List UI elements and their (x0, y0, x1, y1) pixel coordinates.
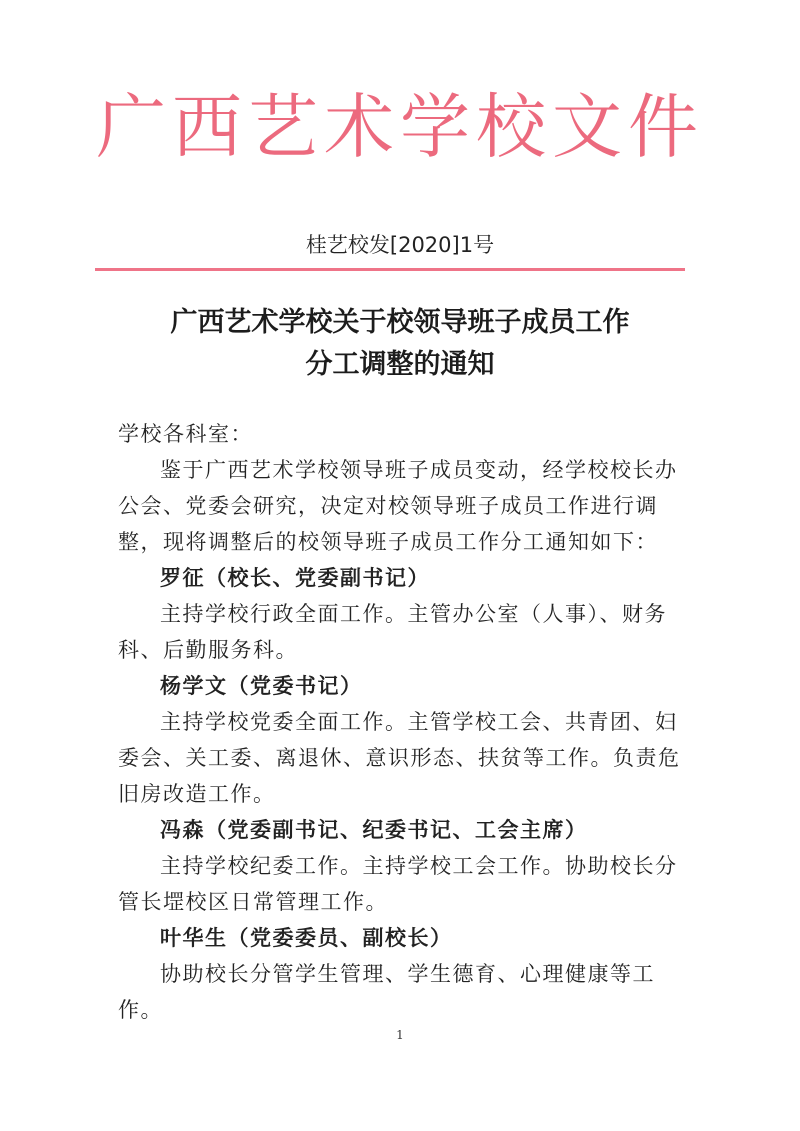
document-number: 桂艺校发[2020]1号 (305, 233, 495, 257)
member-name: 冯森（党委副书记、纪委书记、工会主席） (160, 818, 588, 842)
member-duties: 协助校长分管学生管理、学生德育、心理健康等工作。 (118, 962, 655, 1022)
salutation: 学校各科室： (118, 422, 253, 446)
red-divider-line (95, 268, 685, 271)
page-number: 1 (396, 1028, 404, 1042)
notice-title-line-2: 分工调整的通知 (305, 349, 495, 380)
member-name: 杨学文（党委书记） (160, 674, 363, 698)
member-name: 叶华生（党委委员、副校长） (160, 926, 453, 950)
member-duties: 主持学校纪委工作。主持学校工会工作。协助校长分管长堽校区日常管理工作。 (118, 854, 678, 914)
intro-paragraph: 鉴于广西艺术学校领导班子成员变动，经学校校长办公会、党委会研究，决定对校领导班子成员工作进行调整，现将调整后的校领导班子成员工作分工通知如下： (118, 458, 678, 554)
member-name: 罗征（校长、党委副书记） (160, 566, 430, 590)
masthead-title: 广西艺术学校文件 (96, 86, 704, 168)
notice-title-line-1: 广西艺术学校关于校领导班子成员工作 (170, 307, 630, 338)
member-duties: 主持学校行政全面工作。主管办公室（人事）、财务科、后勤服务科。 (118, 602, 667, 662)
member-duties: 主持学校党委全面工作。主管学校工会、共青团、妇委会、关工委、离退休、意识形态、扶贫等工作。负责危旧房改造工作。 (118, 710, 681, 806)
notice-body (118, 416, 690, 1028)
notice-title (0, 302, 800, 386)
